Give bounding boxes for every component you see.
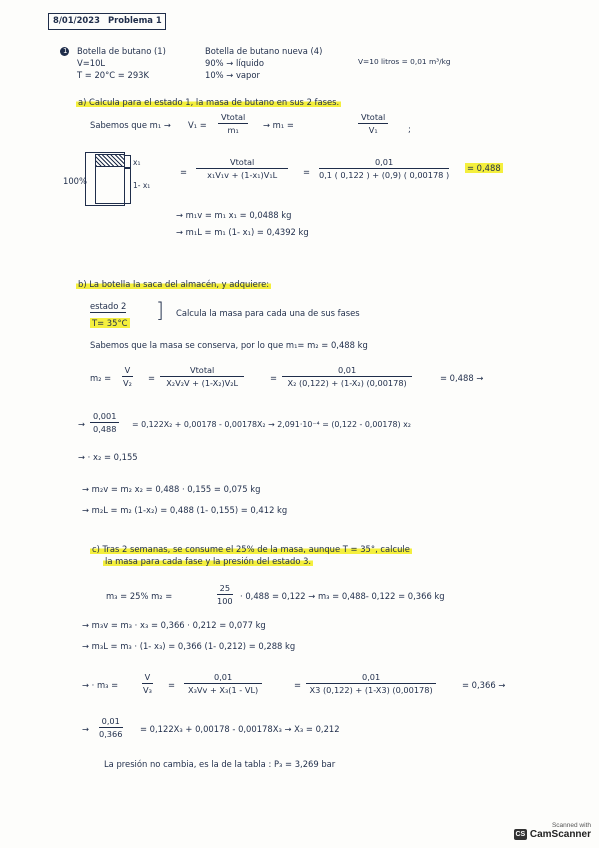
state1-title: Botella de butano (1) — [77, 46, 166, 56]
denominator: 100 — [217, 596, 233, 606]
part-c-liquid-mass: → m₃L = m₃ · (1- x₃) = 0,366 (1- 0,212) = 0,288 kg — [82, 641, 296, 651]
state1-volume: V=10L — [77, 58, 106, 68]
part-c-title-line1: c) Tras 2 semanas, se consume el 25% de la masa, aunque T = 35°, calcule — [92, 544, 410, 554]
brace-liquid — [125, 168, 131, 204]
denominator: m₁ — [227, 125, 239, 135]
state-new-vapor: 10% → vapor — [205, 70, 260, 80]
part-c-title-line2: la masa para cada fase y la presión del estado 3. — [105, 556, 312, 566]
label-x1: x₁ — [133, 158, 141, 167]
part-c-eq2b-fraction — [184, 672, 262, 695]
numerator: 25 — [217, 583, 233, 595]
part-b-conservation: Sabemos que la masa se conserva, por lo que m₁= m₂ = 0,488 kg — [90, 340, 368, 350]
part-b-liquid-mass: → m₂L = m₂ (1-x₂) = 0,488 (1- 0,155) = 0,412 kg — [82, 505, 288, 515]
part-b-vapor-mass: → m₂v = m₂ x₂ = 0,488 · 0,155 = 0,075 kg — [82, 484, 261, 494]
part-b-x2: → · x₂ = 0,155 — [78, 452, 138, 462]
part-a-eq2-fraction — [196, 157, 288, 180]
diagram-percent: 100% — [63, 176, 87, 186]
part-b-temp: T= 35°C — [92, 318, 128, 328]
camscanner-brand: CamScanner — [529, 829, 591, 840]
numerator: 0,01 — [184, 672, 262, 684]
state-new-liquid: 90% → líquido — [205, 58, 265, 68]
state1-temp: T = 20°C = 293K — [77, 70, 149, 80]
part-b-brace: ] — [156, 298, 164, 322]
denominator: x₁V₁v + (1-x₁)V₁L — [207, 170, 278, 180]
volume-note: V=10 litros = 0,01 m³/kg — [358, 57, 451, 66]
denominator: 0,366 — [99, 729, 123, 739]
numerator: Vtotal — [196, 157, 288, 169]
denominator: X₂V₂V + (1-X₂)V₂L — [166, 378, 239, 388]
denominator: V₃ — [143, 685, 152, 695]
part-a-intro: Sabemos que m₁ → — [90, 120, 171, 130]
numerator: 0,01 — [282, 365, 412, 377]
denominator: 0,1 ( 0,122 ) + (0,9) ( 0,00178 ) — [319, 170, 450, 180]
numerator: V — [142, 672, 154, 684]
denominator: X₃Vv + X₃(1 - VL) — [188, 685, 259, 695]
part-a-eq1-end: ; — [408, 124, 411, 134]
numerator: 0,01 — [319, 157, 449, 169]
numerator: 0,001 — [90, 411, 119, 423]
part-c-eq2-end: = 0,366 → — [462, 680, 506, 690]
denominator: X3 (0,122) + (1-X3) (0,00178) — [309, 685, 433, 695]
part-b-eq1-lhs: m₂ = — [90, 373, 112, 383]
part-c-eq1-fraction — [214, 583, 236, 606]
camscanner-logo-icon: CS — [515, 831, 526, 838]
denominator: V₂ — [123, 378, 132, 388]
numerator: V — [122, 365, 134, 377]
part-a-title: a) Calcula para el estado 1, la masa de butano en sus 2 fases. — [78, 97, 340, 107]
part-a-vapor-mass: → m₁v = m₁ x₁ = 0,0488 kg — [176, 210, 292, 220]
part-c-eq3-fraction — [96, 716, 125, 739]
part-a-eq2b-fraction — [316, 157, 452, 180]
numerator: 0,01 — [99, 716, 123, 728]
part-a-eq1-lhs: V₁ = — [188, 120, 207, 130]
part-c-eq2-lhs: → · m₃ = — [82, 680, 119, 690]
part-c-eq1-lhs: m₃ = 25% m₂ = — [106, 591, 173, 601]
numerator: Vtotal — [358, 112, 388, 124]
tank-vapor-hatch — [96, 155, 124, 167]
part-b-title: b) La botella la saca del almacén, y adquiere: — [78, 279, 270, 289]
numerator: 0,01 — [306, 672, 436, 684]
part-c-eq2c-fraction — [306, 672, 436, 695]
part-b-state-label: estado 2 — [90, 301, 127, 311]
part-a-eq1b-fraction — [358, 112, 388, 135]
date: 8/01/2023 — [53, 15, 100, 25]
part-b-eq1-end: = 0,488 → — [440, 373, 484, 383]
part-a-liquid-mass: → m₁L = m₁ (1- x₁) = 0,4392 kg — [176, 227, 309, 237]
part-b-eq2-rest: = 0,122X₂ + 0,00178 - 0,00178X₂ → 2,091·10⁻⁴ = (0,122 - 0,00178) x₂ — [132, 420, 411, 429]
denominator: 0,488 — [93, 424, 117, 434]
denominator: X₂ (0,122) + (1-X₂) (0,00178) — [287, 378, 407, 388]
part-c-eq2-fraction — [140, 672, 155, 695]
scanned-page: 8/01/2023 Problema 1 1 Botella de butano (1) V=10L T = 20°C = 293K Botella de butano nueva (4) 90% → líquido 10% → vapor V=10 litros = 0,01 m³/kg a) Calcula para el estado 1, la masa de butano en sus 2 fases. Sabemos que m₁ → V₁ = Vtotal m₁ → m₁ = Vtotal V₁ ; 100% x₁ 1- x₁ = Vtotal x₁V₁v + (1-x₁)V₁L = $\frac{0,01}{0,1 ( 0,122 ) + (0,9) ( 0,00178 )}$ = 0,488 → m₁v = m₁ x₁ = 0,0488 kg → m₁L = m₁ (1- x₁) = 0,4392 kg b) La botella la saca del almacén, y adquiere: estado 2 T= 35°C ] Calcula la masa para cada una de sus fases Sabemos que la masa se conserva, por lo que m₁= m₂ = 0,488 kg m₂ = $\frac{V}{\text{V₂}}$ = Vtotal X₂V₂V + (1-X₂)V₂L = $\frac{0,01}{\text{X₂ (0,122) + (1-X₂) (0,00178)}}$ = 0,488 → → $\frac{0,001}{0,488}$ = 0,122X₂ + 0,00178 - 0,00178X₂ → 2,091·10⁻⁴ = (0,122 - 0,00178) x₂ → · x₂ = 0,155 → m₂v = m₂ x₂ = 0,488 · 0,155 = 0,075 kg → m₂L = m₂ (1-x₂) = 0,488 (1- 0,155) = 0,412 kg c) Tras 2 semanas, se consume el 25% de la masa, aunque T = 35°, calcule la masa para cada fase y la presión del estado 3. m₃ = 25% m₂ = $\frac{25}{100}$ · 0,488 = 0,122 → m₃ = 0,488- 0,122 = 0,366 kg → m₃v = m₃ · x₃ = 0,366 · 0,212 = 0,077 kg → m₃L = m₃ · (1- x₃) = 0,366 (1- 0,212) = 0,288 kg → · m₃ = $\frac{V}{\text{V₃}}$ = $\frac{0,01}{\text{X₃Vv + X₃(1 - VL)}}$ = $\frac{0,01}{X3 (0,122) + (1-X3) (0,00178)}$ = 0,366 → → $\frac{0,01}{0,366}$ = 0,122X₃ + 0,00178 - 0,00178X₃ → X₃ = 0,212 La presión no cambia, es la de la tabla : P₃ = 3,269 bar Scanned with CS CamScanner — [0, 0, 599, 848]
part-a-eq1-fraction — [218, 112, 248, 135]
problem-number: 1 — [63, 47, 68, 55]
part-c-eq3-rest: = 0,122X₃ + 0,00178 - 0,00178X₃ → X₃ = 0,212 — [140, 724, 340, 734]
part-b-eq1-fraction — [120, 365, 135, 388]
numerator: Vtotal — [160, 365, 244, 377]
scanned-with-text: Scanned with — [551, 822, 591, 829]
part-b-eq1c-fraction — [282, 365, 412, 388]
scanner-watermark — [514, 822, 591, 840]
numerator: Vtotal — [218, 112, 248, 124]
denominator: V₁ — [368, 125, 378, 135]
part-b-note: Calcula la masa para cada una de sus fases — [176, 308, 360, 318]
part-b-eq1b-fraction — [160, 365, 244, 388]
part-c-vapor-mass: → m₃v = m₃ · x₃ = 0,366 · 0,212 = 0,077 kg — [82, 620, 266, 630]
part-a-mass-result: = 0,488 — [467, 163, 501, 173]
problem-title: Problema 1 — [108, 15, 162, 25]
part-b-eq2-fraction — [90, 411, 119, 434]
state-new-title: Botella de butano nueva (4) — [205, 46, 323, 56]
part-c-eq1-rest: · 0,488 = 0,122 → m₃ = 0,488- 0,122 = 0,366 kg — [240, 591, 445, 601]
brace-vapor — [125, 155, 131, 168]
label-1-x1: 1- x₁ — [133, 181, 151, 190]
part-a-eq1-arrow: → m₁ = — [263, 120, 294, 130]
part-c-pressure: La presión no cambia, es la de la tabla : P₃ = 3,269 bar — [104, 759, 336, 769]
